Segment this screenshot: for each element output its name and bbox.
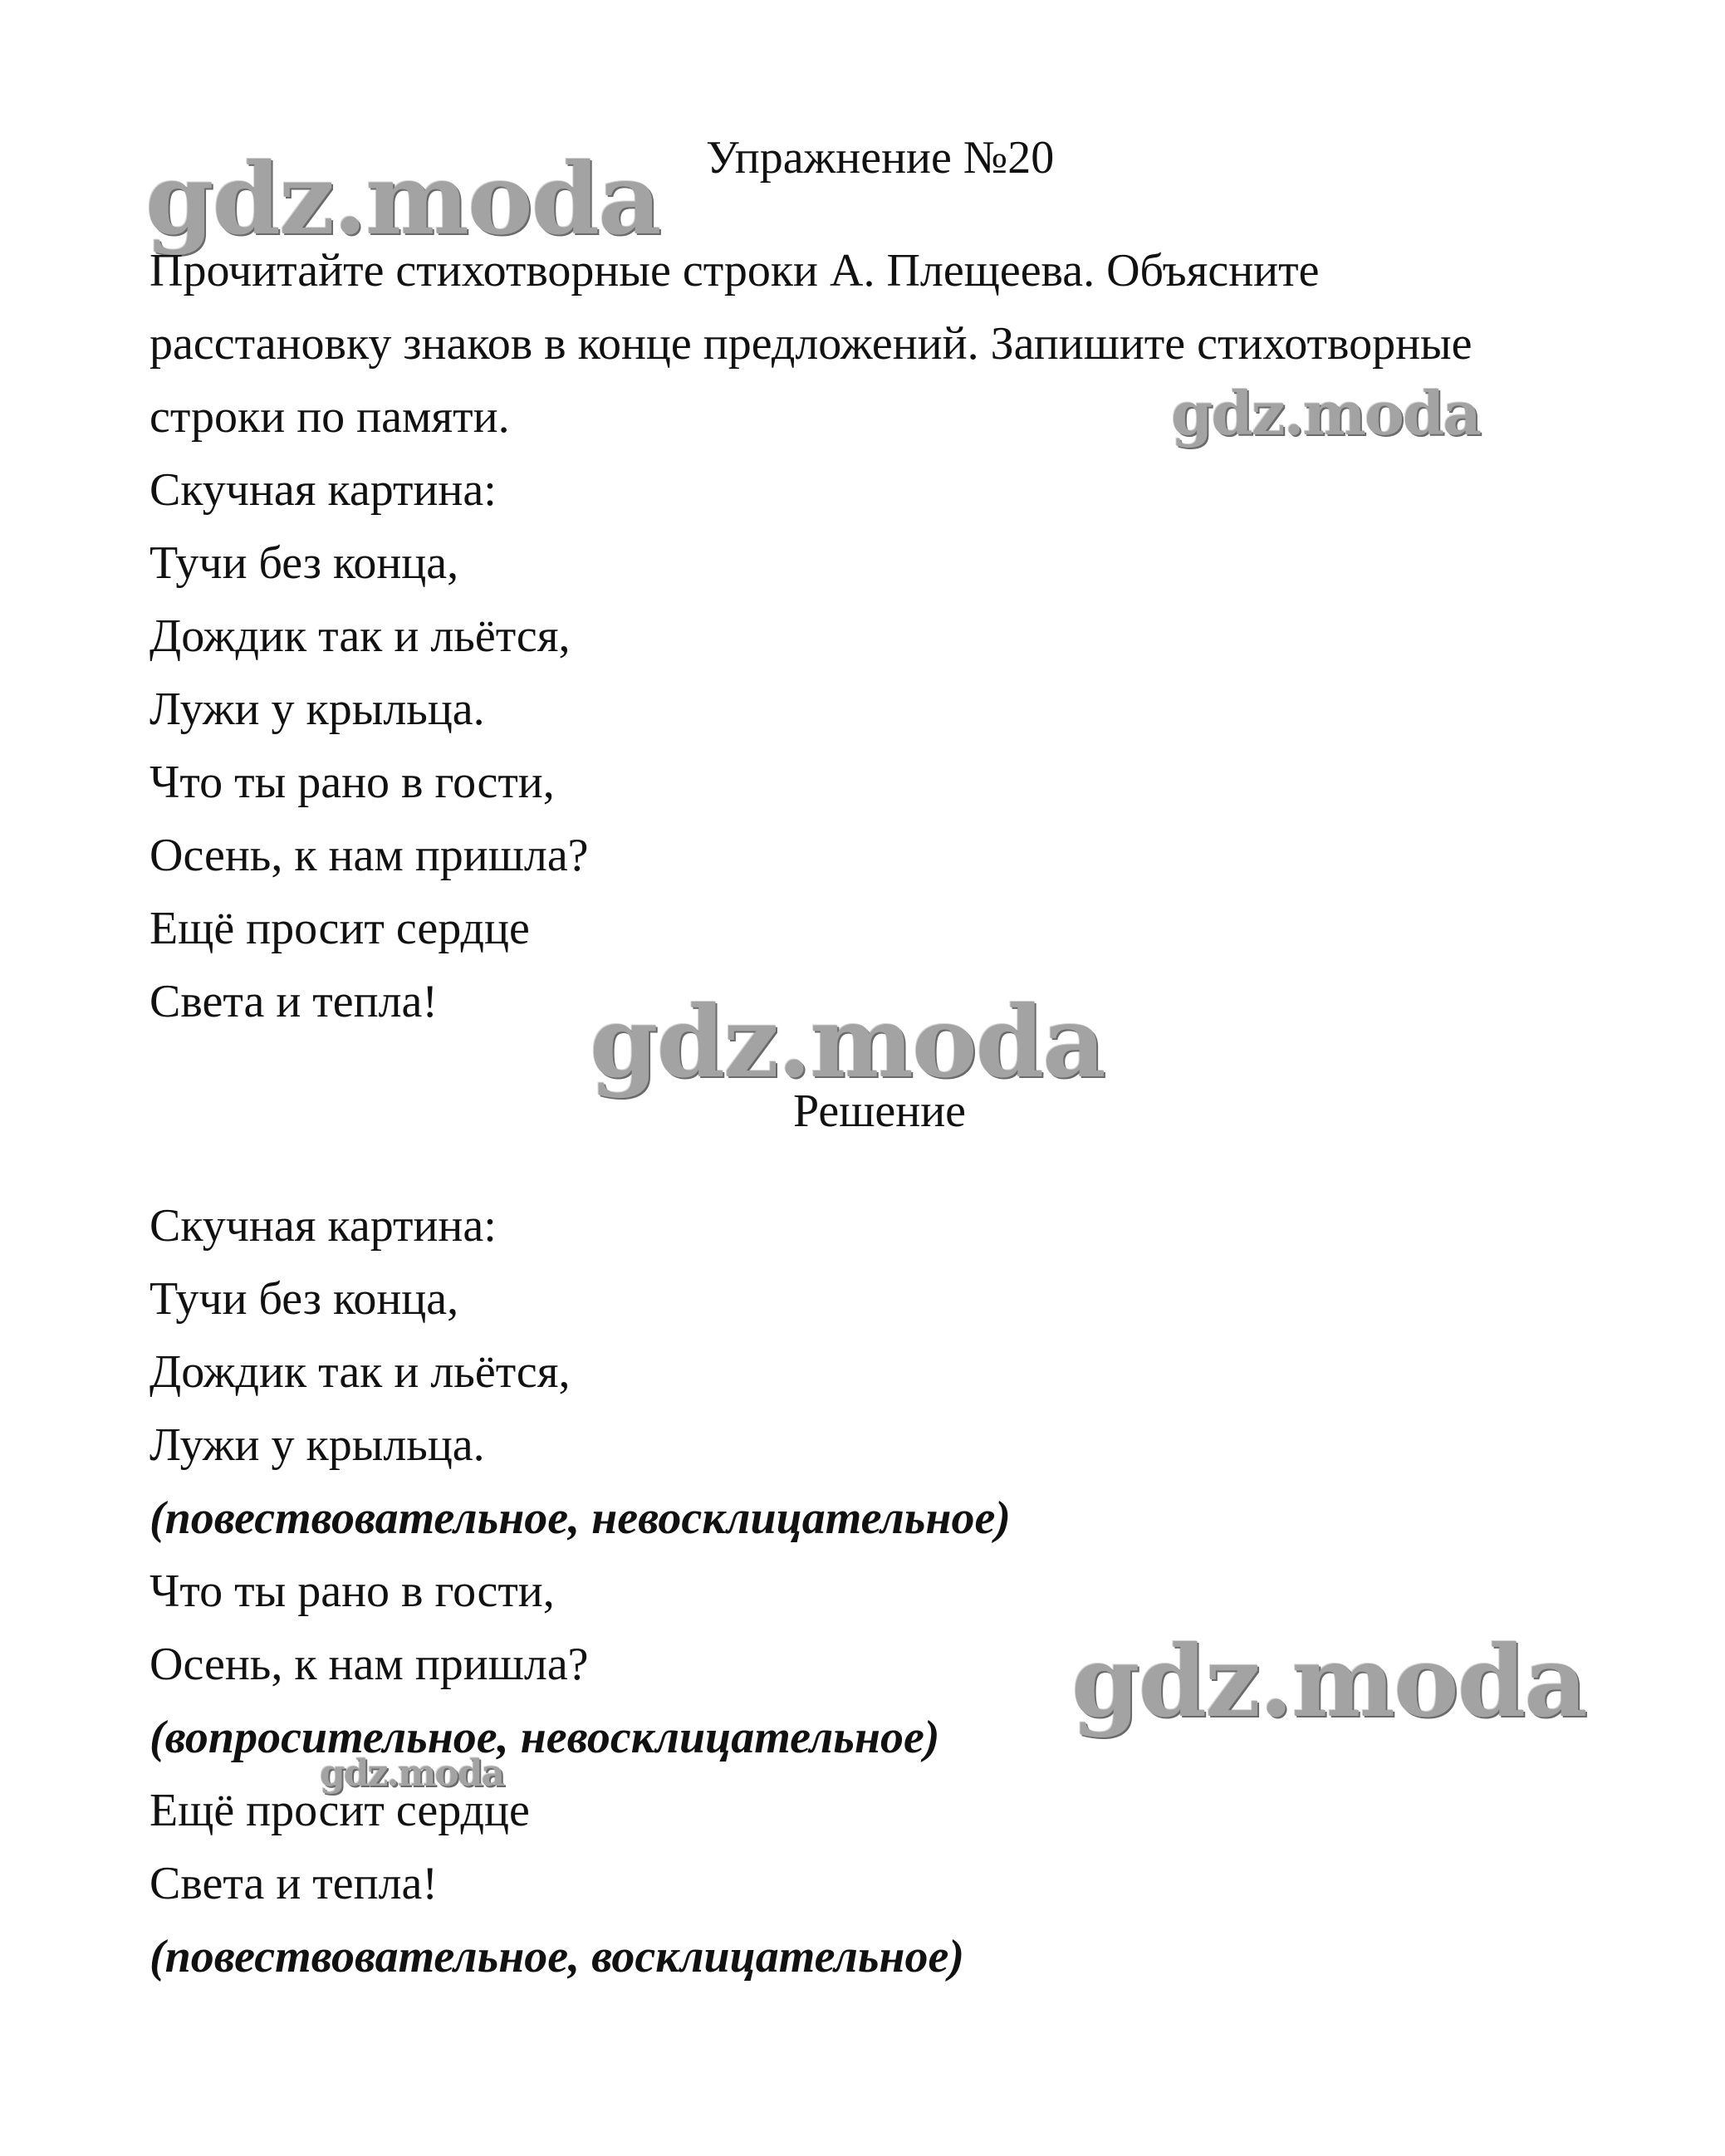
poem-line: Скучная картина: [149,464,497,516]
answer-line: Тучи без конца, [149,1273,459,1325]
poem-line: Света и тепла! [149,976,439,1027]
answer-line: Что ты рано в гости, [149,1566,555,1617]
poem-line: Что ты рано в гости, [149,757,555,808]
task-line: Прочитайте стихотворные строки А. Плещеева. Объясните [149,245,1320,296]
watermark-logo: gdz.moda [1171,378,1480,448]
poem-line: Лужи у крыльца. [149,684,485,735]
poem [149,453,1628,1038]
answer-line: Света и тепла! [149,1858,439,1909]
answer-line: Ещё просит сердце [149,1785,530,1836]
watermark-logo: gdz.moda [590,984,1105,1100]
sentence-type-note: (повествовательное, невосклицательное) [149,1492,1011,1544]
poem-line: Ещё просит сердце [149,903,530,954]
answer-line: Дождик так и льётся, [149,1346,571,1398]
sentence-type-note: (повествовательное, восклицательное) [149,1931,965,1982]
solution-text [149,1189,1628,1993]
task-line: расстановку знаков в конце предложений. Запишите стихотворные [149,318,1473,370]
watermark-logo: gdz.moda [1071,1624,1586,1739]
watermark-logo: gdz.moda [145,141,660,257]
sentence-type-note: (вопросительное, невосклицательное) [149,1712,940,1763]
watermark-logo: gdz.moda [320,1752,504,1795]
answer-line: Скучная картина: [149,1200,497,1252]
answer-line: Лужи у крыльца. [149,1419,485,1471]
poem-line: Дождик так и льётся, [149,610,571,662]
answer-line: Осень, к нам пришла? [149,1639,589,1690]
task-text [149,234,1628,453]
poem-line: Осень, к нам пришла? [149,830,589,881]
exercise-title: Упражнение №20 [706,132,1055,184]
solution-heading: Решение [793,1085,967,1137]
poem-line: Тучи без конца, [149,537,459,589]
task-line: строки по памяти. [149,391,510,443]
